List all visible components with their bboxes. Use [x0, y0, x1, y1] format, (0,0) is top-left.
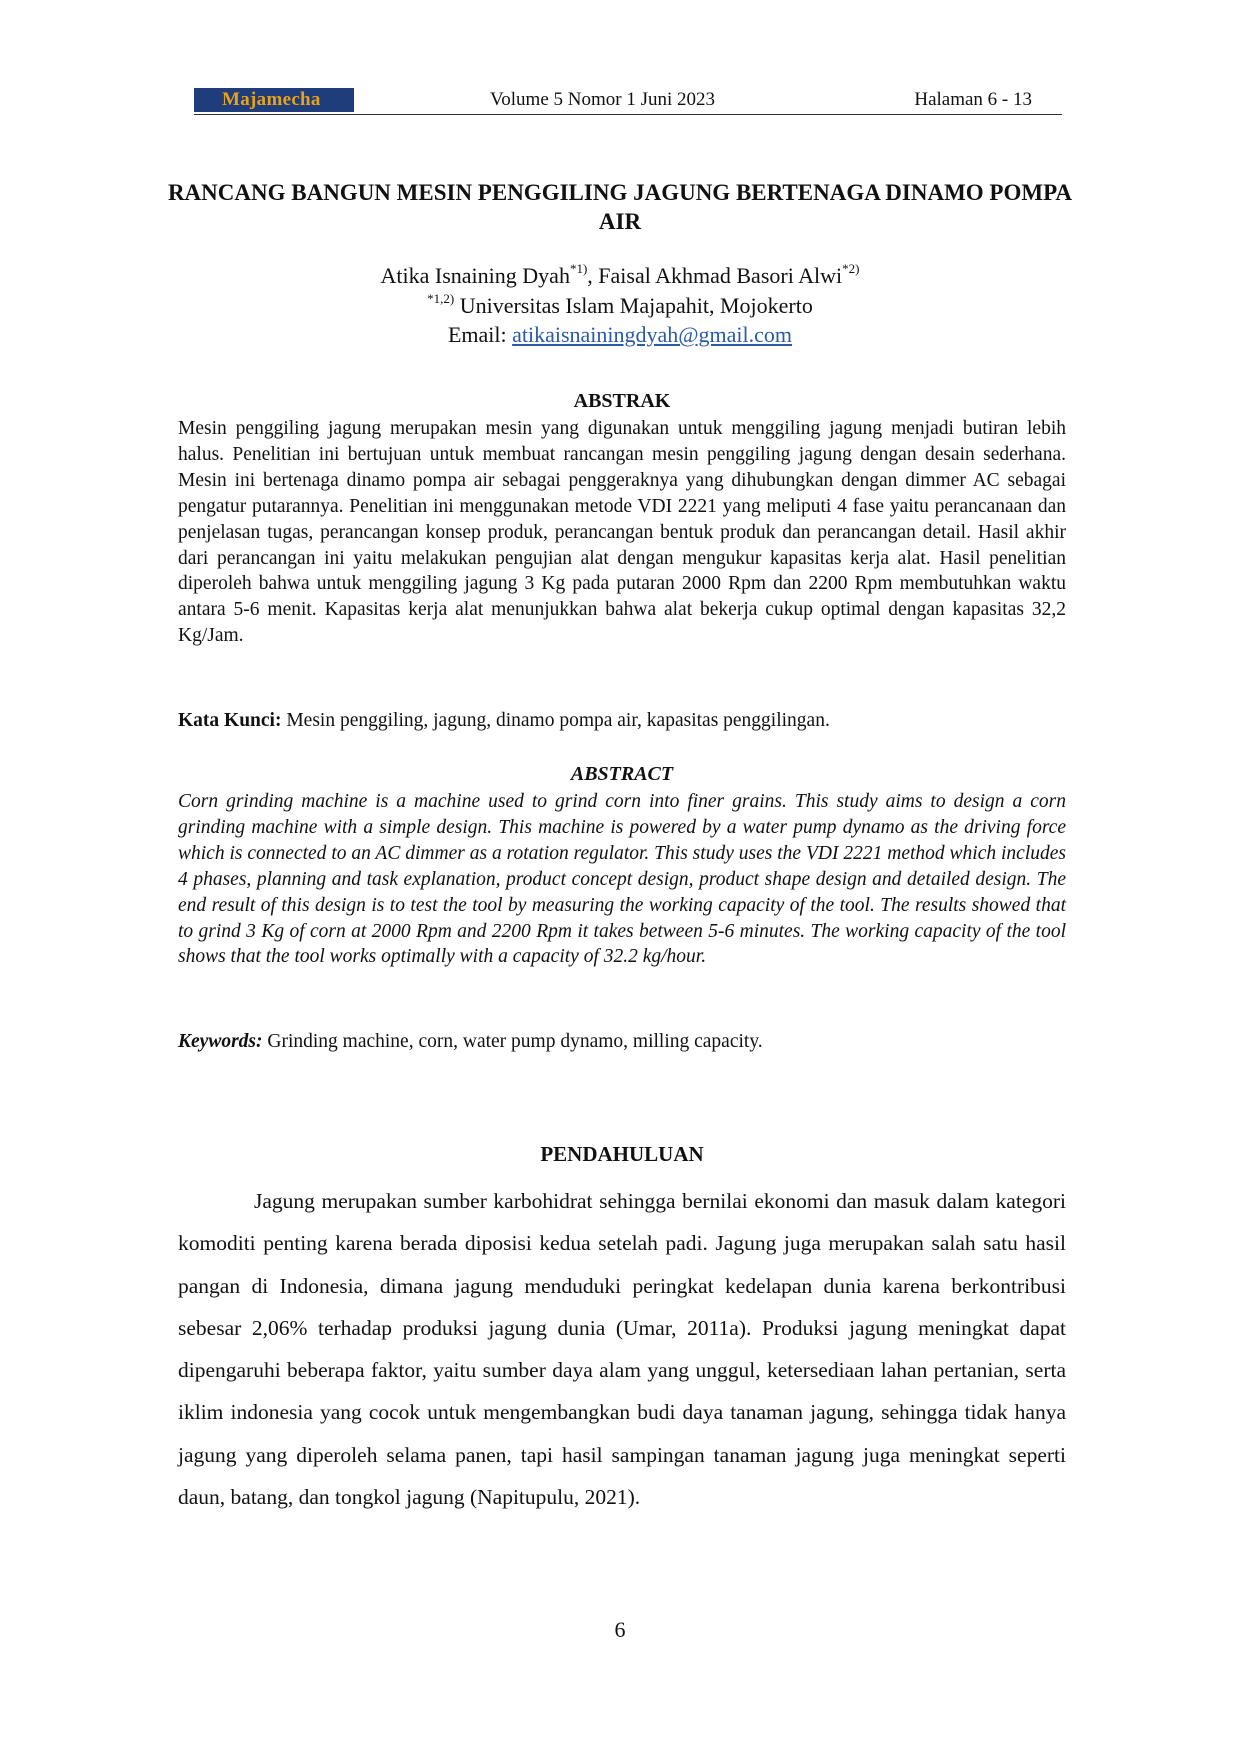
- keywords-text: Grinding machine, corn, water pump dynamo, milling capacity.: [262, 1031, 763, 1052]
- page-range: Halaman 6 - 13: [914, 89, 1032, 110]
- journal-name-badge: Majamecha: [194, 88, 354, 112]
- email-line: [150, 321, 1090, 349]
- author-affiliation-mark: *2): [842, 261, 860, 276]
- page-number: 6: [614, 1617, 626, 1642]
- abstrak-body: Mesin penggiling jagung merupakan mesin yang digunakan untuk menggiling jagung menjadi butiran lebih halus. Penelitian ini bertujuan untuk membuat rancangan mesin penggiling jagung dengan desain sederhana. Mesin ini bertenaga dinamo pompa air sebagai penggeraknya yang dihubungkan dengan dimmer AC sebagai pengatur putarannya. Penelitian ini menggunakan metode VDI 2221 yang meliputi 4 fase yaitu perancanaan dan penjelasan tugas, perancangan konsep produk, perancangan bentuk produk dan perancangan detail. Hasil akhir dari perancangan ini yaitu melakukan pengujian alat dengan mengukur kapasitas kerja alat. Hasil penelitian diperoleh bahwa untuk menggiling jagung 3 Kg pada putaran 2000 Rpm dan 2200 Rpm membutuhkan waktu antara 5-6 menit. Kapasitas kerja alat menunjukkan bahwa alat bekerja cukup optimal dengan kapasitas 32,2 Kg/Jam.: [178, 418, 1066, 647]
- kata-kunci-label: Kata Kunci:: [178, 710, 282, 731]
- affiliation-mark: *1,2): [427, 291, 455, 306]
- email-link[interactable]: atikaisnainingdyah@gmail.com: [512, 322, 793, 347]
- keywords-label: Keywords:: [178, 1031, 263, 1052]
- volume-issue: Volume 5 Nomor 1 Juni 2023: [490, 89, 716, 110]
- pendahuluan-body: Jagung merupakan sumber karbohidrat sehingga bernilai ekonomi dan masuk dalam kategori komoditi penting karena berada diposisi kedua setelah padi. Jagung juga merupakan salah satu hasil pangan di Indonesia, dimana jagung menduduki peringkat kedelapan dunia karena berkontribusi sebesar 2,06% terhadap produksi jagung dunia (Umar, 2011a). Produksi jagung meningkat dapat dipengaruhi beberapa faktor, yaitu sumber daya alam yang unggul, ketersediaan lahan pertanian, serta iklim indonesia yang cocok untuk mengembangkan budi daya tanaman jagung, sehingga tidak hanya jagung yang diperoleh selama panen, tapi hasil sampingan tanaman jagung juga meningkat seperti daun, batang, dan tongkol jagung (Napitupulu, 2021).: [178, 1189, 1066, 1510]
- author-name: Faisal Akhmad Basori Alwi: [598, 263, 843, 288]
- keywords: [178, 1029, 1066, 1055]
- email-label: Email:: [447, 322, 513, 347]
- abstract-body: Corn grinding machine is a machine used to grind corn into finer grains. This study aims to design a corn grinding machine with a simple design. This machine is powered by a water pump dynamo as the driving force which is connected to an AC dimmer as a rotation regulator. This study uses the VDI 2221 method which includes 4 phases, planning and task explanation, product concept design, product shape design and detailed design. The end result of this design is to test the tool by measuring the working capacity of the tool. The results showed that to grind 3 Kg of corn at 2000 Rpm and 2200 Rpm it takes between 5-6 minutes. The working capacity of the tool shows that the tool works optimally with a capacity of 32.2 kg/hour.: [178, 791, 1066, 968]
- pendahuluan-heading: PENDAHULUAN: [540, 1142, 704, 1166]
- author-separator: ,: [587, 263, 599, 288]
- abstrak-heading: ABSTRAK: [573, 390, 671, 412]
- running-header: [194, 86, 1062, 114]
- affiliation-line: [150, 292, 1090, 320]
- kata-kunci-text: Mesin penggiling, jagung, dinamo pompa air, kapasitas penggilingan.: [281, 710, 830, 731]
- abstract-heading: ABSTRACT: [570, 763, 674, 785]
- author-affiliation-mark: *1): [569, 261, 588, 276]
- author-line: [150, 262, 1090, 290]
- kata-kunci: [178, 708, 1066, 734]
- header-rule: [194, 114, 1062, 115]
- author-name: Atika Isnaining Dyah: [380, 263, 570, 288]
- paper-title: RANCANG BANGUN MESIN PENGGILING JAGUNG BERTENAGA DINAMO POMPA AIR: [167, 180, 1073, 234]
- affiliation-text: Universitas Islam Majapahit, Mojokerto: [454, 293, 813, 318]
